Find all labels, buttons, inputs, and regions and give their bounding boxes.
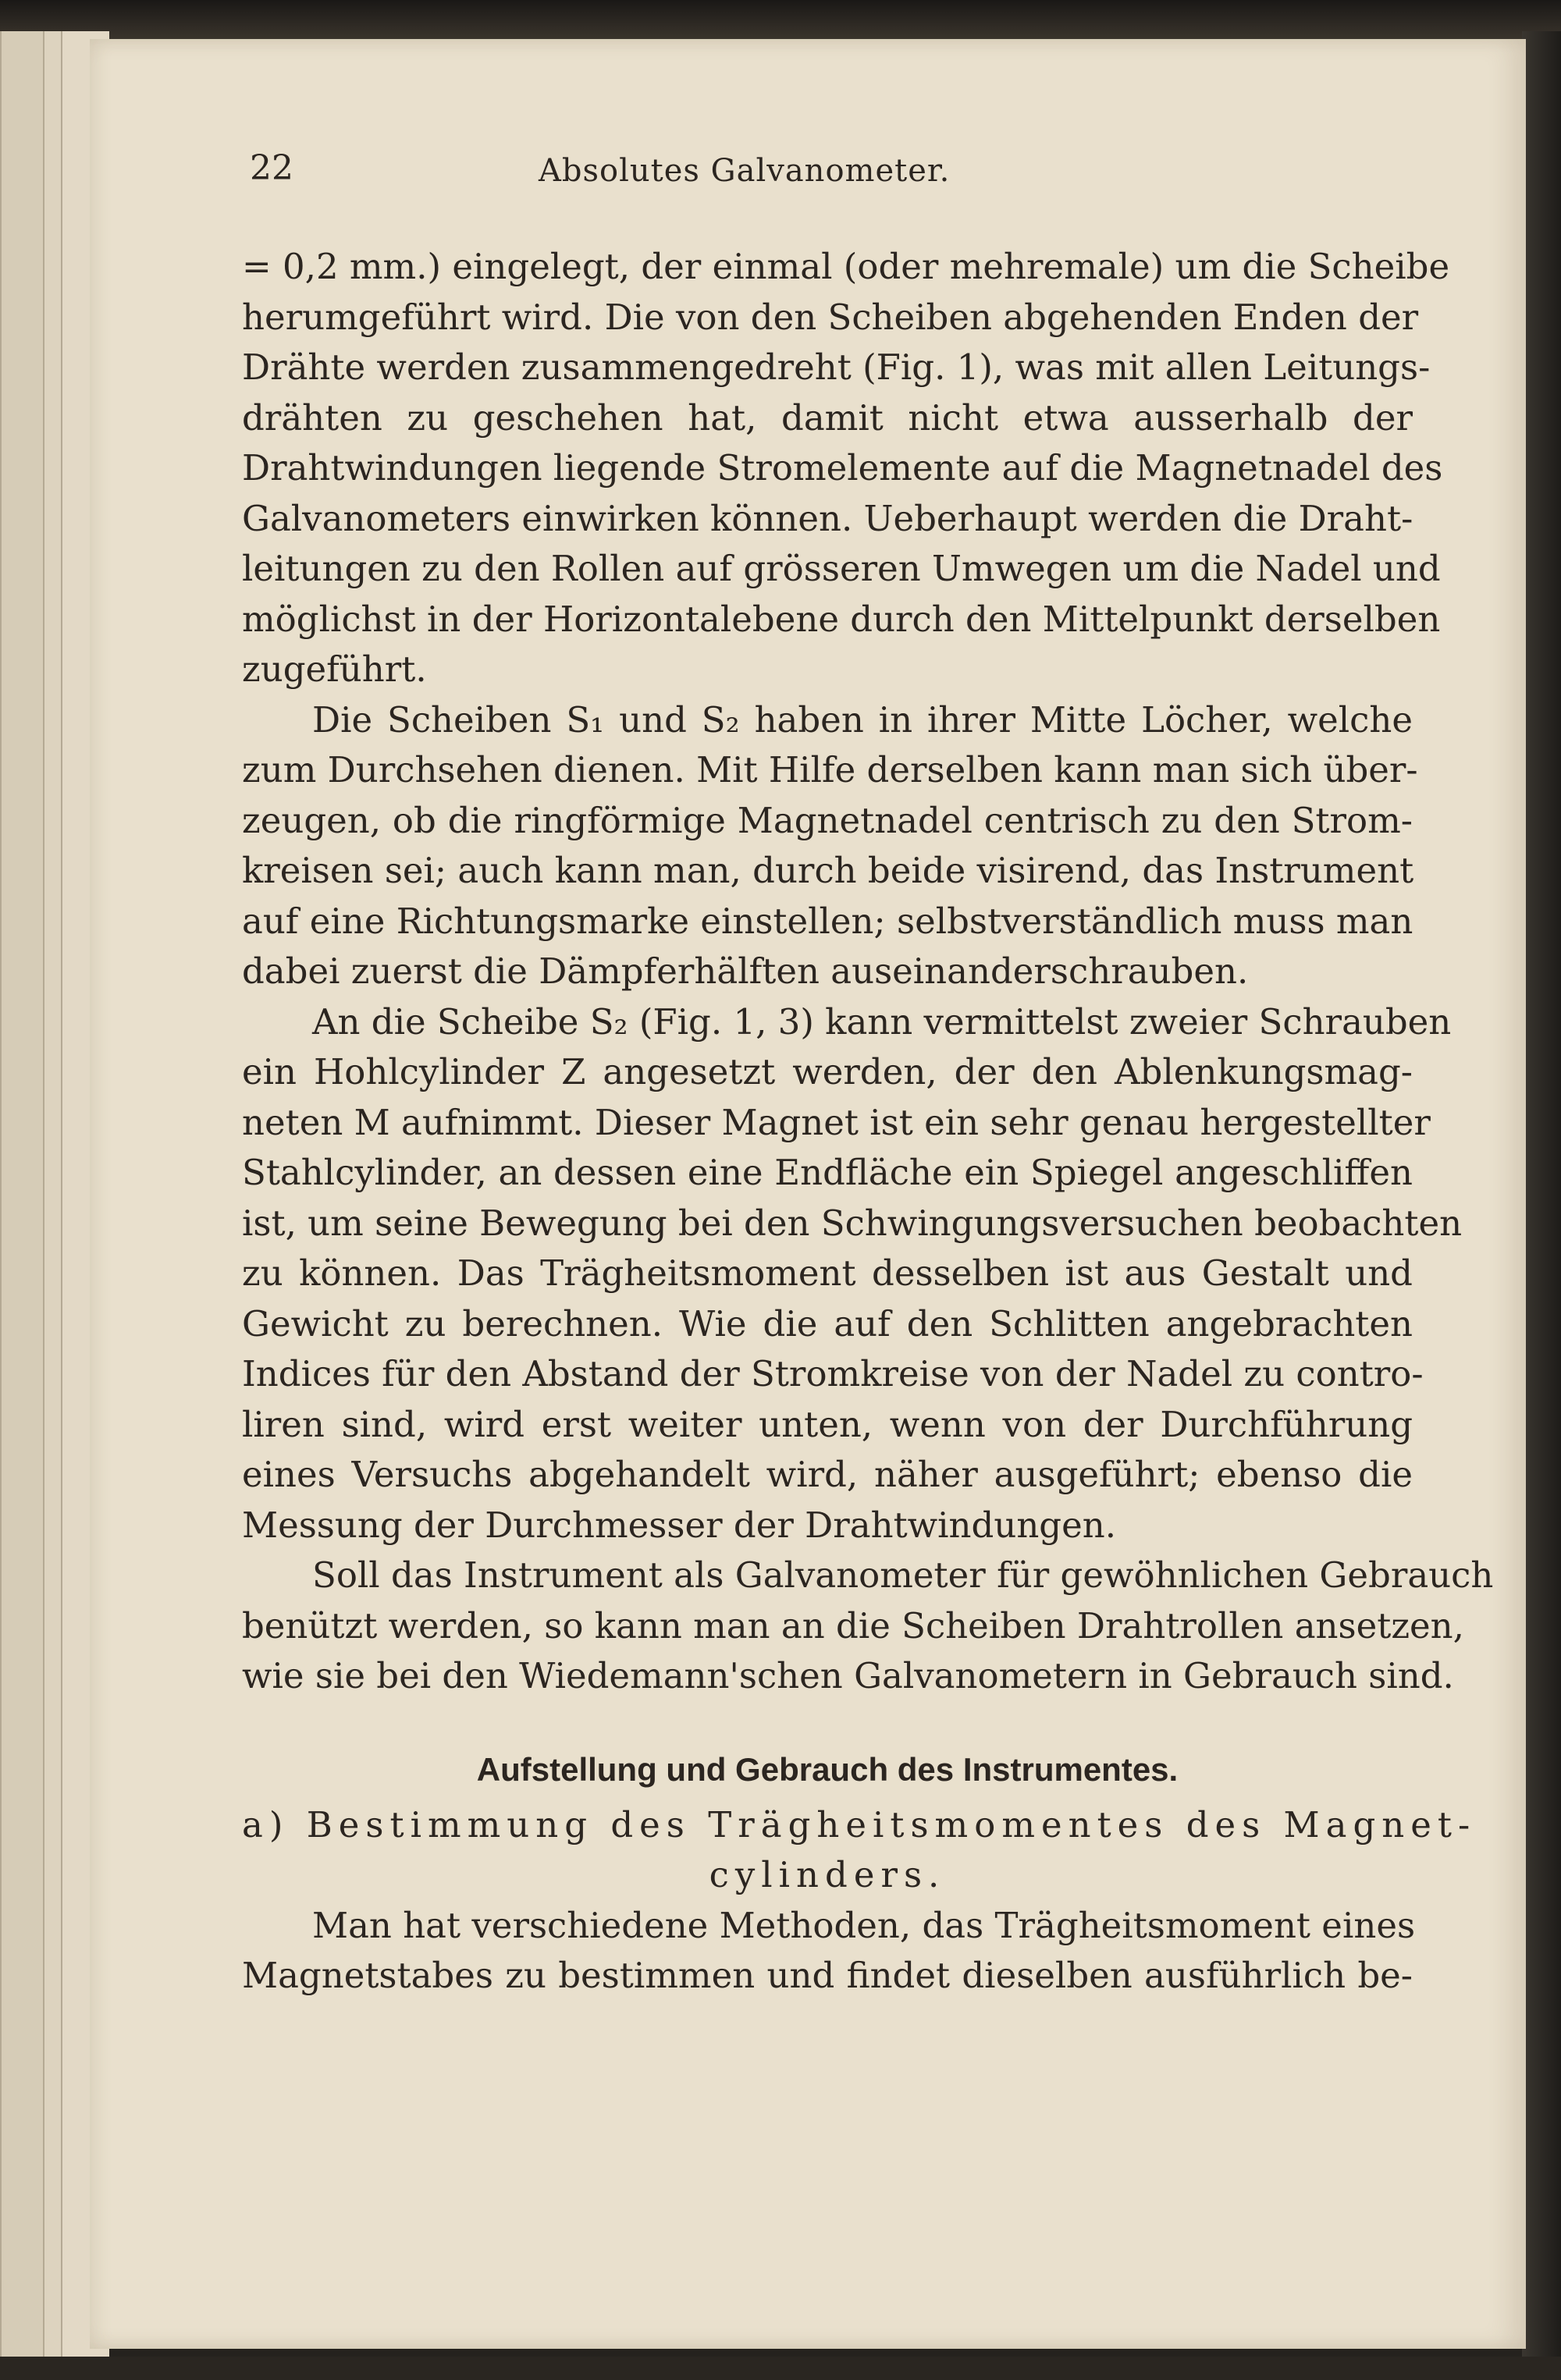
subsection-title-line: a) Bestimmung des Trägheitsmomentes des Magnet- — [242, 1803, 1477, 1845]
text-line: zum Durchsehen dienen. Mit Hilfe derselben kann man sich über- — [242, 749, 1418, 790]
text-line: eines Versuchs abgehandelt wird, näher ausgeführt; ebenso die — [242, 1454, 1413, 1495]
text-line: dabei zuerst die Dämpferhälften auseinanderschrauben. — [242, 950, 1249, 992]
text-line: kreisen sei; auch kann man, durch beide visirend, das Instrument — [242, 850, 1414, 891]
page-number: 22 — [250, 148, 293, 188]
text-line: Man hat verschiedene Methoden, das Trägheitsmoment eines — [312, 1904, 1416, 1946]
text-line: Magnetstabes zu bestimmen und findet dieselben ausführlich be- — [242, 1955, 1413, 1996]
text-line: Galvanometers einwirken können. Ueberhaupt werden die Draht- — [242, 497, 1413, 539]
text-line: An die Scheibe S₂ (Fig. 1, 3) kann vermittelst zweier Schrauben — [312, 1000, 1452, 1043]
paragraph — [242, 242, 1450, 695]
text-line: neten M aufnimmt. Dieser Magnet ist ein sehr genau hergestellter — [242, 1101, 1431, 1143]
text-line: herumgeführt wird. Die von den Scheiben abgehenden Enden der — [242, 296, 1419, 338]
section-heading: Aufstellung und Gebrauch des Instrumentes. — [476, 1750, 1179, 1788]
text-line: drähten zu geschehen hat, damit nicht etwa ausserhalb der — [242, 396, 1413, 439]
text-line: Drahtwindungen liegende Stromelemente auf die Magnetnadel des — [242, 447, 1443, 488]
text-line: leitungen zu den Rollen auf grösseren Umwegen um die Nadel und — [242, 548, 1441, 589]
text-line: liren sind, wird erst weiter unten, wenn von der Durchführung — [242, 1403, 1413, 1445]
paragraph — [242, 1551, 1494, 1702]
paragraph — [242, 997, 1463, 1551]
text-line: Stahlcylinder, an dessen eine Endfläche ein Spiegel angeschliffen — [242, 1152, 1413, 1193]
paragraph — [242, 695, 1418, 997]
text-line: = 0,2 mm.) eingelegt, der einmal (oder mehremale) um die Scheibe — [242, 246, 1450, 287]
subsection-title-line: cylinders. — [709, 1854, 946, 1895]
text-line: wie sie bei den Wiedemann'schen Galvanometern in Gebrauch sind. — [242, 1655, 1454, 1696]
text-line: Die Scheiben S₁ und S₂ haben in ihrer Mitte Löcher, welche — [312, 698, 1413, 741]
text-line: Soll das Instrument als Galvanometer für gewöhnlichen Gebrauch — [312, 1554, 1494, 1596]
text-line: Drähte werden zusammengedreht (Fig. 1), was mit allen Leitungs- — [242, 346, 1431, 388]
book-cover-edge — [1522, 31, 1561, 2380]
text-line: zu können. Das Trägheitsmoment desselben ist aus Gestalt und — [242, 1252, 1413, 1294]
top-border — [0, 0, 1561, 39]
text-line: auf eine Richtungsmarke einstellen; selbstverständlich muss man — [242, 900, 1413, 942]
subsection-heading — [242, 1800, 1477, 1901]
text-line: Messung der Durchmesser der Drahtwindungen. — [242, 1504, 1117, 1546]
bottom-border — [0, 2357, 1561, 2380]
page-header — [250, 148, 1389, 218]
text-line: ein Hohlcylinder Z angesetzt werden, der den Ablenkungsmag- — [242, 1051, 1413, 1092]
paragraph — [242, 1901, 1416, 2002]
text-line: benützt werden, so kann man an die Scheiben Drahtrollen ansetzen, — [242, 1604, 1464, 1646]
page-body — [242, 242, 1494, 2002]
text-line: möglichst in der Horizontalebene durch den Mittelpunkt derselben — [242, 598, 1441, 640]
text-line: ist, um seine Bewegung bei den Schwingungsversuchen beobachten — [242, 1202, 1463, 1244]
text-line: Indices für den Abstand der Stromkreise von der Nadel zu contro- — [242, 1353, 1424, 1394]
running-title: Absolutes Galvanometer. — [539, 153, 951, 189]
text-line: zugeführt. — [242, 648, 427, 690]
text-line: zeugen, ob die ringförmige Magnetnadel centrisch zu den Strom- — [242, 799, 1413, 841]
text-line: Gewicht zu berechnen. Wie die auf den Schlitten angebrachten — [242, 1302, 1413, 1345]
